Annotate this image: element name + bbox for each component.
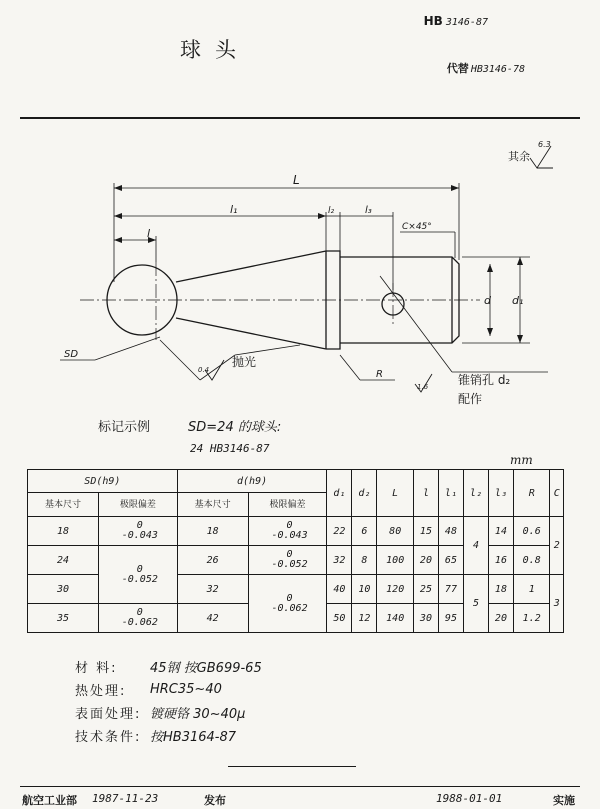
header-d-tol: 极限偏差 [248,493,327,517]
cell-sd: 30 [28,575,99,604]
cell-d: 18 [177,517,248,546]
dim-l3-label: l₃ [365,205,372,216]
cell-sd: 24 [28,546,99,575]
rest-finish-symbol [530,146,553,168]
sd-label: SD [64,349,79,360]
chamfer-label: C×45° [402,222,432,232]
cell-l1: 48 [438,517,463,546]
replaces-number: HB3146-78 [470,64,525,75]
cell-l2-a: 4 [463,517,488,575]
cell-L: 140 [377,604,414,633]
header-L: L [377,470,414,517]
cell-R: 0.8 [513,546,550,575]
header-l3: l₃ [488,470,513,517]
cell-d1: 40 [327,575,352,604]
hole-finish-value: 1.6 [417,383,429,391]
dim-d-label: d [484,294,491,307]
replaces-label: 代替 [446,62,469,75]
cell-l: 15 [413,517,438,546]
cell-L: 120 [377,575,414,604]
footer-rule [20,786,580,787]
hole-fit-label: 配作 [458,392,483,406]
example-code: 24 HB3146-87 [190,442,270,455]
prop-technical-conditions: 技术条件: 按HB3164-87 [75,730,237,745]
header-d2: d₂ [352,470,377,517]
end-rule [228,766,356,767]
table-row [28,517,564,546]
cell-l: 20 [413,546,438,575]
header-C: C [550,470,564,517]
hole-label: 锥销孔 d₂ [458,373,511,387]
cell-d1: 22 [327,517,352,546]
cell-l3: 14 [488,517,513,546]
cell-sd: 35 [28,604,99,633]
dim-l-label: l [147,227,151,240]
cell-d: 26 [177,546,248,575]
ball-head-drawing [0,120,600,415]
cell-C-a: 2 [550,517,564,575]
cell-l2-b: 5 [463,575,488,633]
cell-R: 1.2 [513,604,550,633]
rest-finish-value: 6.3 [538,140,551,149]
page-title: 球头 [180,38,250,62]
header-d1: d₁ [327,470,352,517]
cell-l1: 77 [438,575,463,604]
standard-prefix: HB [423,14,443,28]
prop-heat-treatment: 热处理: HRC35~40 [75,682,222,699]
cell-d2: 8 [352,546,377,575]
cell-l1: 95 [438,604,463,633]
cell-d: 42 [177,604,248,633]
cell-l3: 16 [488,546,513,575]
cell-sd-tol-merged: 0 -0.052 [98,546,177,604]
material-properties [75,655,262,747]
standard-code [424,14,488,28]
header-d: d(h9) [177,470,327,493]
replaces-standard [447,60,525,76]
cell-d1: 50 [327,604,352,633]
header-R: R [513,470,550,517]
cell-l: 30 [413,604,438,633]
footer-issuer: 航空工业部 [22,794,77,807]
cell-R: 1 [513,575,550,604]
spec-table [27,469,564,633]
header-l: l [413,470,438,517]
cell-l3: 18 [488,575,513,604]
cell-d: 32 [177,575,248,604]
footer-issue-date: 1987-11-23 [92,792,159,805]
footer-issue-label: 发布 [204,794,226,807]
cell-sd-tol: 0 -0.043 [98,517,177,546]
polish-label: 抛光 [232,355,257,369]
unit-label: mm [510,453,533,467]
cell-d-tol: 0 -0.052 [248,546,327,575]
cell-L: 100 [377,546,414,575]
cell-l: 25 [413,575,438,604]
standard-number: 3146-87 [445,17,488,28]
cell-R: 0.6 [513,517,550,546]
marking-example [98,416,281,435]
header-sd-basic: 基本尺寸 [28,493,99,517]
footer-impl-date: 1988-01-01 [436,792,503,805]
header-l1: l₁ [438,470,463,517]
cell-d-tol: 0 -0.043 [248,517,327,546]
cell-l1: 65 [438,546,463,575]
top-rule [20,117,580,119]
cell-d-tol-merged: 0 -0.062 [248,575,327,633]
header-sd-tol: 极限偏差 [98,493,177,517]
dim-d1-label: d₁ [512,294,524,307]
footer-impl-label: 实施 [553,794,575,807]
example-text: SD=24 的球头: [188,420,282,435]
prop-surface-treatment: 表面处理: 镀硬铬 30~40μ [75,707,246,722]
cell-L: 80 [377,517,414,546]
cell-d2: 10 [352,575,377,604]
cell-d1: 32 [327,546,352,575]
cell-sd-tol: 0 -0.062 [98,604,177,633]
radius-label: R [376,369,383,380]
cell-d2: 6 [352,517,377,546]
cell-d2: 12 [352,604,377,633]
cell-C-b: 3 [550,575,564,633]
cell-l3: 20 [488,604,513,633]
header-l2: l₂ [463,470,488,517]
prop-material: 材 料: 45钢 按GB699-65 [75,661,262,676]
dim-L-label: L [293,173,300,187]
example-label: 标记示例 [98,420,151,435]
header-sd: SD(h9) [28,470,178,493]
dim-l2-label: l₂ [328,206,335,216]
rest-finish-label: 其余 [508,150,530,163]
header-d-basic: 基本尺寸 [177,493,248,517]
polish-finish-value: 0.4 [198,366,210,374]
dim-l1-label: l₁ [230,203,238,216]
cell-sd: 18 [28,517,99,546]
